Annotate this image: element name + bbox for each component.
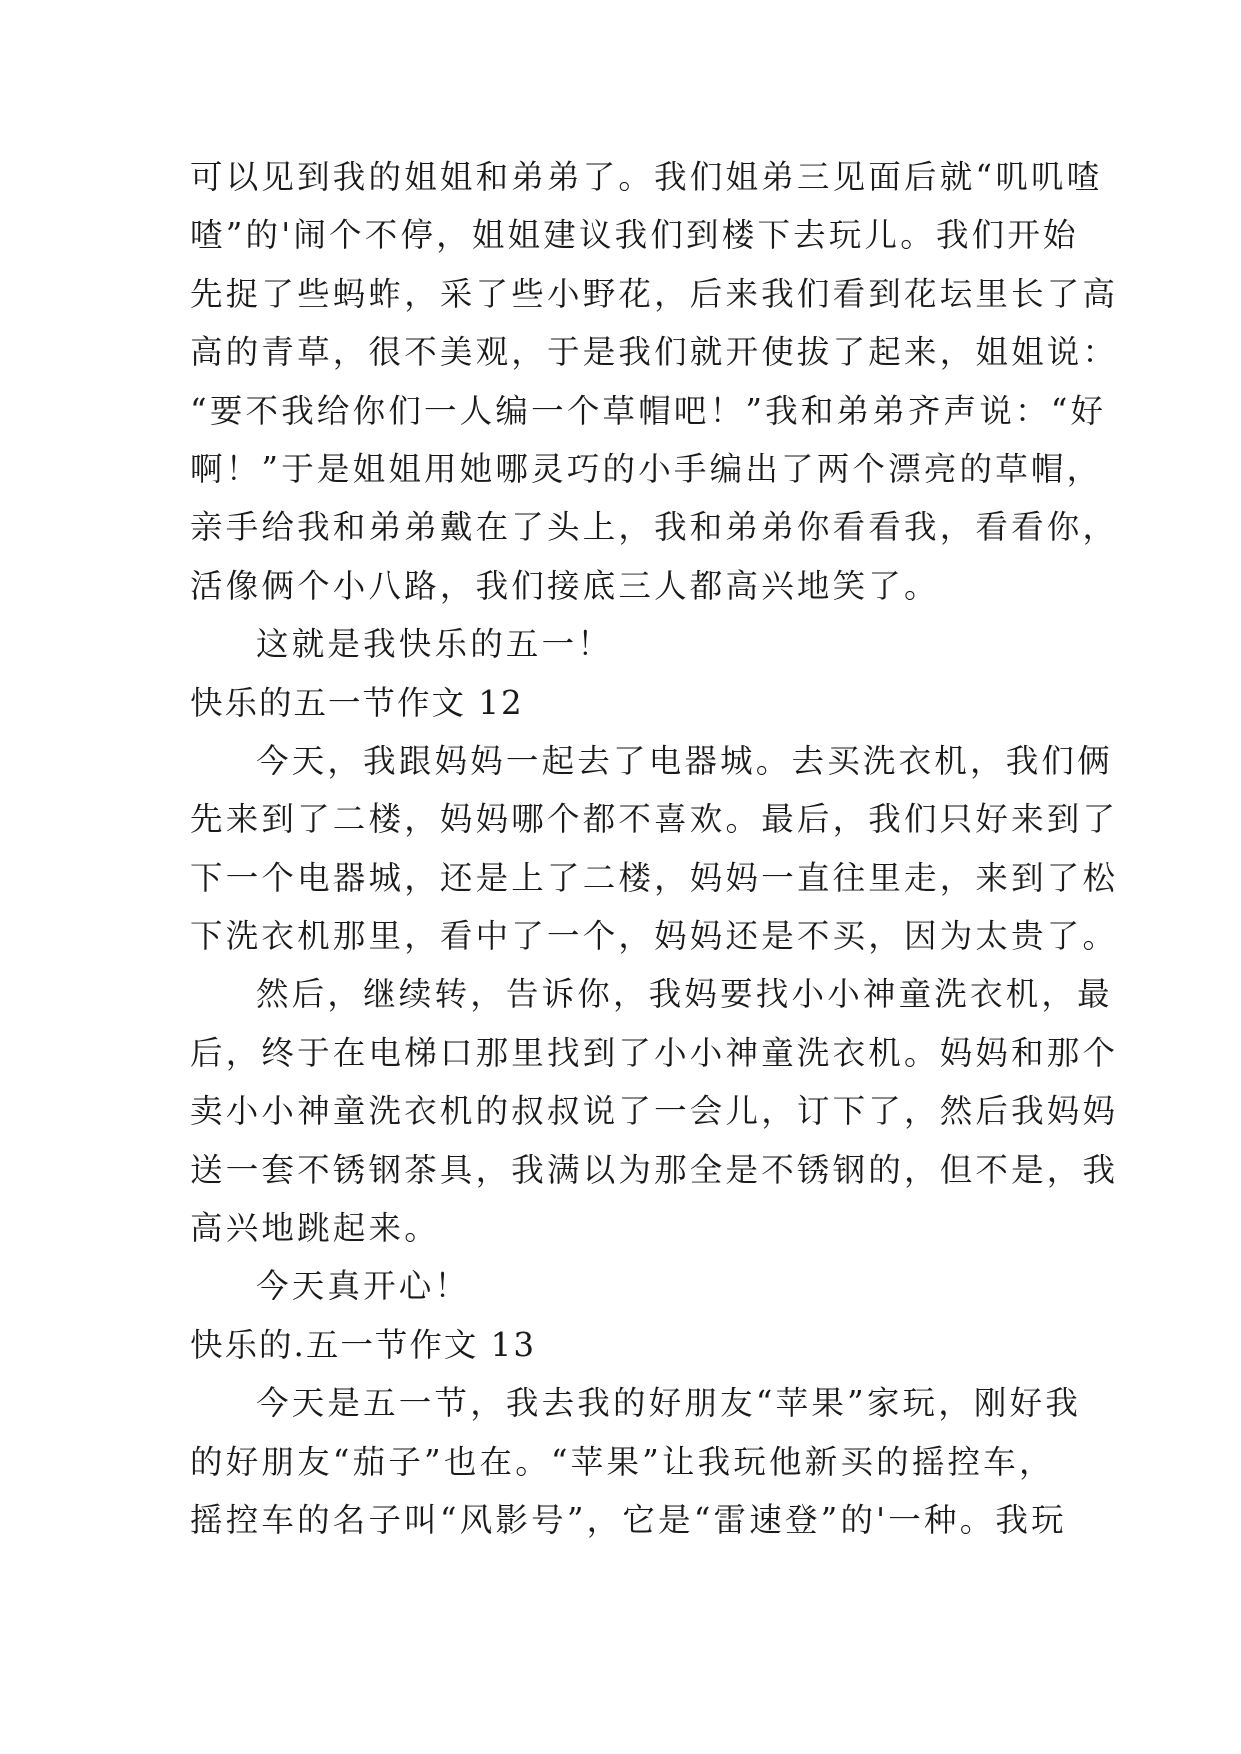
text-line: 今天是五一节，我去我的好朋友“苹果”家玩，刚好我 <box>256 1384 1082 1423</box>
text-line: 啊！”于是姐姐用她哪灵巧的小手编出了两个漂亮的草帽， <box>190 449 1103 488</box>
text-line: 先捉了些蚂蚱，采了些小野花，后来我们看到花坛里长了高 <box>190 274 1119 313</box>
text-line: 然后，继续转，告诉你，我妈要找小小神童洗衣机，最 <box>256 975 1113 1014</box>
text-line: 活像俩个小八路，我们接底三人都高兴地笑了。 <box>190 566 940 605</box>
text-line: 可以见到我的姐姐和弟弟了。我们姐弟三见面后就“叽叽喳 <box>190 158 1103 196</box>
text-line: 摇控车的名子叫“风影号”，它是“雷速登”的'一种。我玩 <box>190 1500 1067 1539</box>
text-line: 高的青草，很不美观，于是我们就开使拔了起来，姐姐说： <box>190 333 1119 372</box>
text-line: 亲手给我和弟弟戴在了头上，我和弟弟你看看我，看看你， <box>190 508 1119 547</box>
text-line: 这就是我快乐的五一！ <box>256 625 614 664</box>
text-line: 卖小小神童洗衣机的叔叔说了一会儿，订下了，然后我妈妈 <box>190 1092 1119 1131</box>
text-line: 先来到了二楼，妈妈哪个都不喜欢。最后，我们只好来到了 <box>190 800 1119 839</box>
text-line: 下洗衣机那里，看中了一个，妈妈还是不买，因为太贵了。 <box>190 917 1119 956</box>
text-line: 送一套不锈钢茶具，我满以为那全是不锈钢的，但不是，我 <box>190 1150 1119 1189</box>
text-line: 今天真开心！ <box>256 1267 471 1306</box>
text-line: 后，终于在电梯口那里找到了小小神童洗衣机。妈妈和那个 <box>190 1033 1119 1072</box>
text-line: 喳”的'闹个不停，姐姐建议我们到楼下去玩儿。我们开始 <box>190 216 1079 255</box>
text-line: “要不我给你们一人编一个草帽吧！”我和弟弟齐声说：“好 <box>190 391 1107 430</box>
text-line: 高兴地跳起来。 <box>190 1209 440 1248</box>
section-heading: 快乐的.五一节作文 13 <box>190 1325 537 1364</box>
document-page <box>190 148 1119 1549</box>
text-line: 下一个电器城，还是上了二楼，妈妈一直往里走，来到了松 <box>190 858 1119 897</box>
text-line: 的好朋友“茄子”也在。“苹果”让我玩他新买的摇控车， <box>190 1442 1055 1481</box>
section-heading: 快乐的五一节作文 12 <box>190 683 524 722</box>
text-line: 今天，我跟妈妈一起去了电器城。去买洗衣机，我们俩 <box>256 741 1113 780</box>
